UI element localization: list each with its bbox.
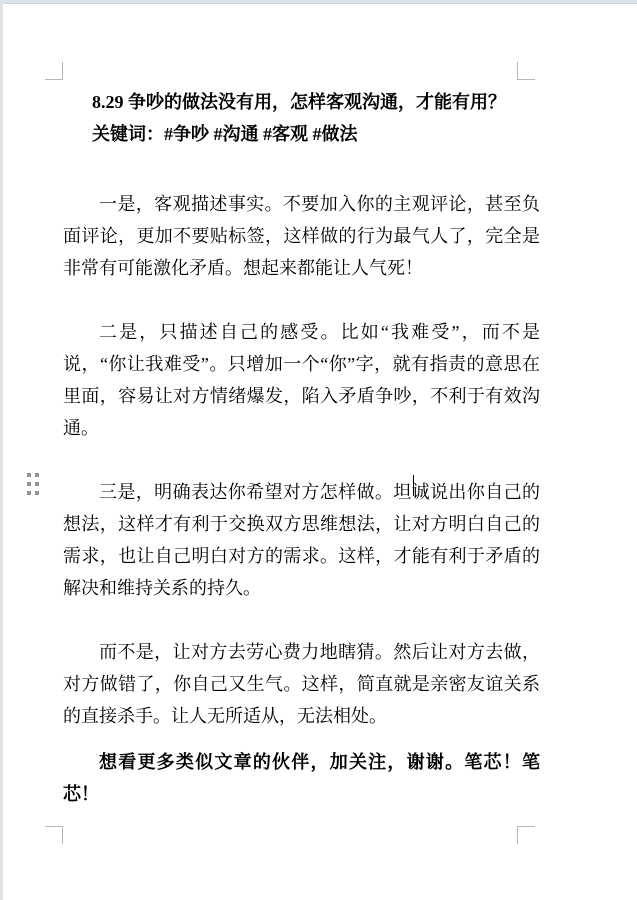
- document-title: 8.29 争吵的做法没有用，怎样客观沟通，才能有用？: [92, 92, 506, 112]
- margin-crop-mark-top-left: [45, 62, 63, 80]
- paragraph-4: 而不是，让对方去劳心费力地瞎猜。然后让对方去做，对方做错了，你自己又生气。这样，简直就是亲密友谊关系的直接杀手。让人无所适从，无法相处。: [63, 642, 540, 726]
- keywords-line: 关键词：#争吵 #沟通 #客观 #做法: [92, 124, 358, 144]
- grip-dot: [35, 482, 39, 486]
- paragraph-3: 三是，明确表达你希望对方怎样做。坦诚说出你自己的想法，这样才有利于交换双方思维想法，让对方明白自己的需求，也让自己明白对方的需求。这样，才能有利于矛盾的解决和维持关系的持久。: [63, 482, 540, 598]
- grip-dot: [35, 473, 39, 477]
- margin-crop-mark-top-right: [517, 62, 535, 80]
- closing-line: 想看更多类似文章的伙伴，加关注，谢谢。笔芯！笔芯！: [63, 752, 540, 804]
- grip-dot: [35, 491, 39, 495]
- grip-dot: [27, 473, 31, 477]
- grip-dot: [27, 491, 31, 495]
- page-top-edge: [0, 0, 637, 4]
- drag-handle-dots-icon[interactable]: [27, 473, 39, 495]
- grip-dot: [27, 482, 31, 486]
- margin-crop-mark-bottom-left: [45, 826, 63, 844]
- page-left-edge: [0, 0, 3, 900]
- paragraph-2: 二是，只描述自己的感受。比如“我难受”，而不是说，“你让我难受”。只增加一个“你”字，就有指责的意思在里面，容易让对方情绪爆发，陷入矛盾争吵，不利于有效沟通。: [63, 322, 540, 438]
- document-body[interactable]: [63, 86, 540, 810]
- paragraph-1: 一是，客观描述事实。不要加入你的主观评论，甚至负面评论，更加不要贴标签，这样做的行为最气人了，完全是非常有可能激化矛盾。想起来都能让人气死！: [63, 194, 540, 278]
- margin-crop-mark-bottom-right: [517, 826, 535, 844]
